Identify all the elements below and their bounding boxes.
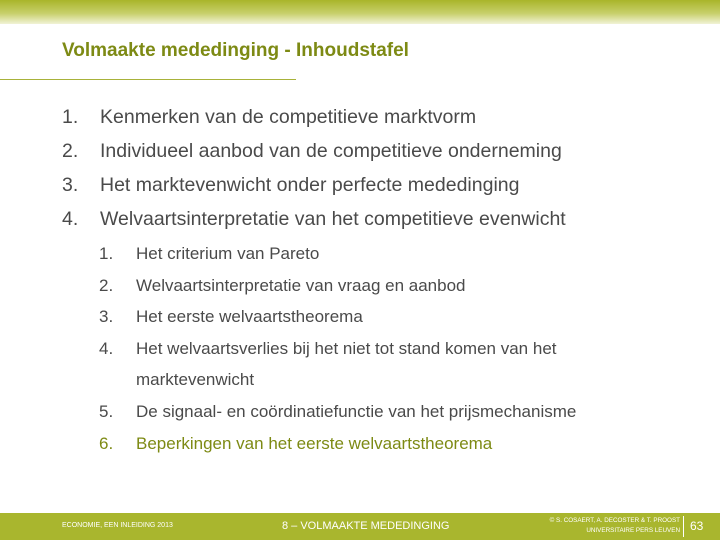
toc-subitem: [99, 301, 639, 333]
toc-item-label: Het marktevenwicht onder perfecte mededinging: [100, 174, 520, 196]
toc-subitem-number: 4.: [99, 338, 114, 358]
toc-subitem-label: Beperkingen van het eerste welvaartstheorema: [136, 433, 493, 453]
toc-subitem-number: 6.: [99, 433, 114, 453]
slide-title: Volmaakte mededinging - Inhoudstafel: [62, 40, 409, 61]
footer-copyright: [520, 516, 680, 536]
toc-item-label: Kenmerken van de competitieve marktvorm: [100, 106, 477, 128]
toc-subitem-label: Het welvaartsverlies bij het niet tot stand komen van het marktevenwicht: [136, 338, 557, 390]
toc-subitem-label: Welvaartsinterpretatie van vraag en aanbod: [136, 275, 466, 295]
top-banner: [0, 0, 720, 24]
toc-subitem-label: Het eerste welvaartstheorema: [136, 307, 363, 327]
toc-subitem-label: De signaal- en coördinatiefunctie van het prijsmechanisme: [136, 401, 577, 421]
toc-item-number: 2.: [62, 140, 79, 162]
toc-subitem-number: 1.: [99, 244, 114, 263]
footer-publisher: UNIVERSITAIRE PERS LEUVEN: [586, 527, 680, 534]
page-number: 63: [690, 519, 704, 533]
title-underline: [0, 79, 296, 80]
toc-subitem: [99, 333, 639, 396]
footer-authors: © S. COSAERT, A. DECOSTER & T. PROOST: [549, 517, 680, 524]
footer-divider: [683, 516, 684, 537]
footer-book-title: ECONOMIE, EEN INLEIDING 2013: [62, 522, 173, 529]
toc-item-number: 4.: [62, 208, 79, 230]
toc-subitem-number: 5.: [99, 401, 114, 421]
footer-chapter: 8 – VOLMAAKTE MEDEDINGING: [282, 520, 450, 532]
toc-subitem-number: 3.: [99, 307, 114, 327]
toc-subitem-number: 2.: [99, 275, 114, 295]
footer-bar: [0, 513, 720, 540]
toc-item-number: 1.: [62, 106, 79, 128]
toc-item-number: 3.: [62, 174, 79, 196]
toc-subitem: [99, 270, 639, 302]
toc-sub-list: [99, 238, 639, 459]
toc-subitem: [99, 396, 639, 428]
toc-subitem-label: Het criterium van Pareto: [136, 244, 320, 263]
toc-item-label: Welvaartsinterpretatie van het competitieve evenwicht: [100, 208, 566, 230]
toc-subitem: [99, 238, 639, 270]
toc-item-label: Individueel aanbod van de competitieve onderneming: [100, 140, 562, 162]
toc-subitem: [99, 428, 639, 460]
